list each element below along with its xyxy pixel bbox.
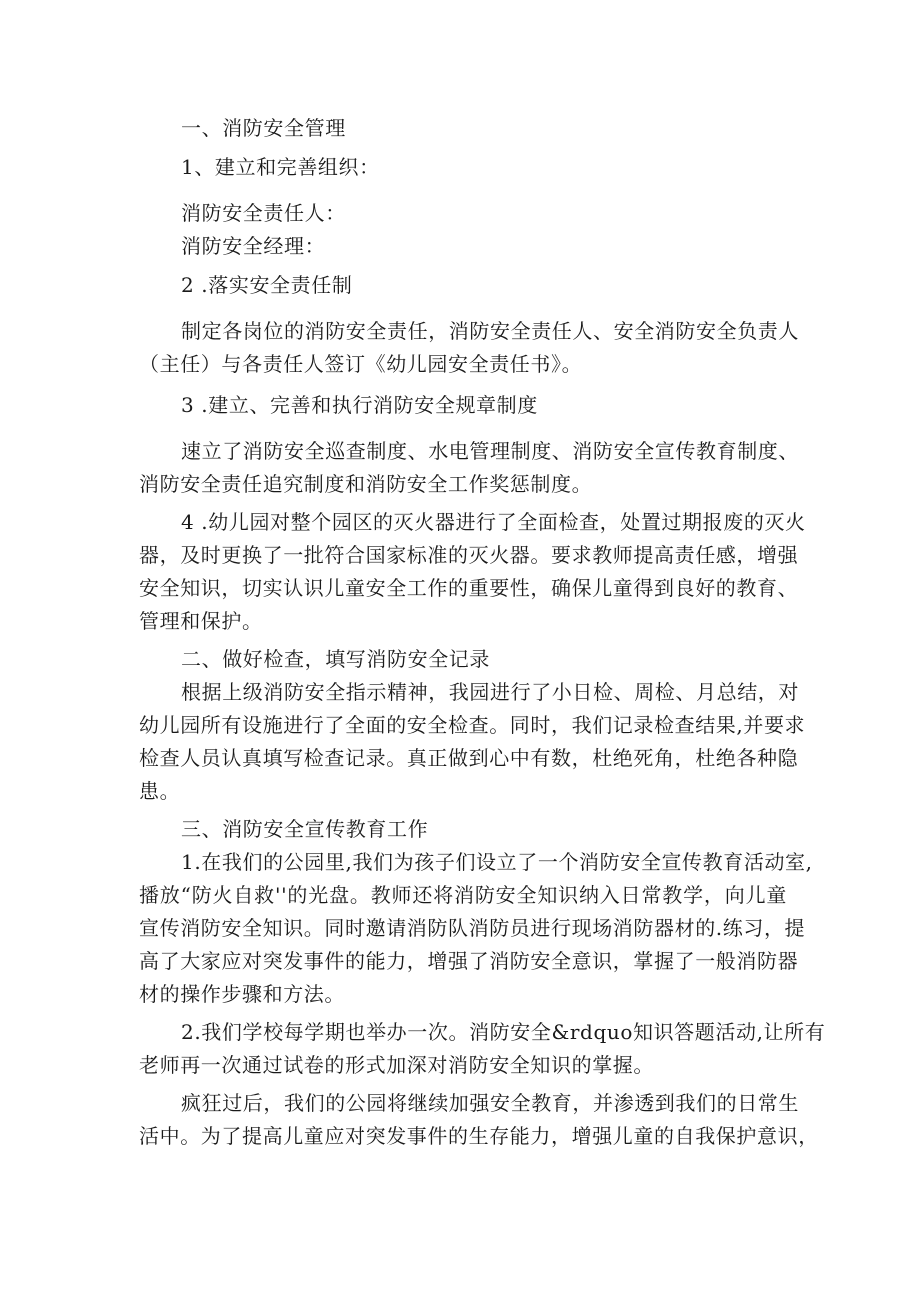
paragraph-line: 材的操作步骤和方法。 <box>139 982 345 1006</box>
field-responsible-person: 消防安全责任人： <box>181 201 346 225</box>
subheading-rules: 3 .建立、完善和执行消防安全规章制度 <box>181 393 538 417</box>
paragraph-line: 检查人员认真填写检查记录。真正做到心中有数，杜绝死角，杜绝各种隐 <box>139 746 799 770</box>
paragraph-line: 制定各岗位的消防安全责任，消防安全责任人、安全消防安全负责人 <box>181 319 799 343</box>
paragraph-line: 宣传消防安全知识。同时邀请消防队消防员进行现场消防器材的.练习，提 <box>139 916 806 940</box>
paragraph-line: 消防安全责任追究制度和消防安全工作奖惩制度。 <box>139 472 593 496</box>
subheading-responsibility-system: 2 .落实安全责任制 <box>181 273 353 297</box>
section-heading-fire-safety-management: 一、消防安全管理 <box>181 116 346 140</box>
paragraph-line: 播放“防火自救''的光盘。教师还将消防安全知识纳入日常教学，向儿童 <box>139 883 787 907</box>
section-heading-inspection: 二、做好检查，填写消防安全记录 <box>181 647 490 671</box>
paragraph-line: 速立了消防安全巡查制度、水电管理制度、消防安全宣传教育制度、 <box>181 439 799 463</box>
paragraph-line: （主任）与各责任人签订《幼儿园安全责任书》。 <box>139 352 583 376</box>
paragraph-line: 老师再一次通过试卷的形式加深对消防安全知识的掌握。 <box>139 1053 654 1077</box>
paragraph-line: 疯狂过后，我们的公园将继续加强安全教育，并渗透到我们的日常生 <box>181 1091 799 1115</box>
paragraph-line: 幼儿园所有设施进行了全面的安全检查。同时，我们记录检查结果,并要求 <box>139 713 806 737</box>
section-heading-education: 三、消防安全宣传教育工作 <box>181 817 429 841</box>
paragraph-line: 高了大家应对突发事件的能力，增强了消防安全意识，掌握了一般消防器 <box>139 949 799 973</box>
paragraph-line: 4 .幼儿园对整个园区的灭火器进行了全面检查，处置过期报废的灭火 <box>181 510 806 534</box>
paragraph-line: 根据上级消防安全指示精神，我园进行了小日检、周检、月总结，对 <box>181 680 799 704</box>
subheading-organization: 1、建立和完善组织： <box>181 155 380 179</box>
paragraph-line: 器，及时更换了一批符合国家标准的灭火器。要求教师提高责任感，增强 <box>139 543 799 567</box>
field-safety-manager: 消防安全经理： <box>181 234 326 258</box>
paragraph-line: 活中。为了提高儿童应对突发事件的生存能力，增强儿童的自我保护意识， <box>139 1124 819 1148</box>
paragraph-line: 1.在我们的公园里,我们为孩子们设立了一个消防安全宣传教育活动室, <box>181 850 813 874</box>
paragraph-line: 管理和保护。 <box>139 609 263 633</box>
paragraph-line: 安全知识，切实认识儿童安全工作的重要性，确保儿童得到良好的教育、 <box>139 576 799 600</box>
paragraph-line: 2.我们学校每学期也举办一次。消防安全&rdquo知识答题活动,让所有 <box>181 1020 826 1044</box>
paragraph-line: 患。 <box>139 779 181 803</box>
